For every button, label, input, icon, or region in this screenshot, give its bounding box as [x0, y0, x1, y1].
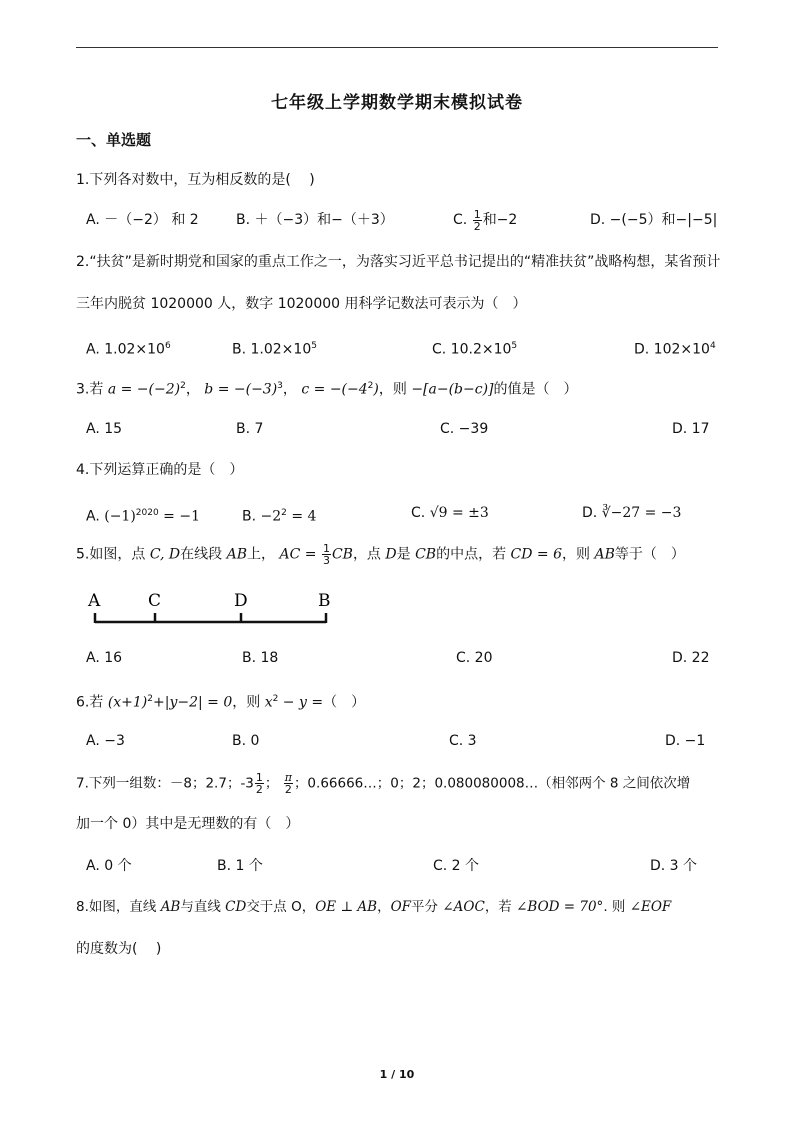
option-d[interactable]: D. 17: [672, 421, 710, 437]
option-d[interactable]: D. $102\times 10^4$: [634, 341, 716, 358]
point-d-label: D: [234, 591, 248, 611]
option-d[interactable]: D. 3 个: [650, 858, 698, 874]
question-5-options: [76, 646, 718, 670]
option-c[interactable]: C. √9 = ±3: [411, 505, 489, 521]
page-number: 1 / 10: [379, 1068, 415, 1081]
option-c[interactable]: C. 3: [449, 733, 477, 749]
option-b[interactable]: B. 18: [242, 650, 279, 666]
question-7-options: [76, 854, 718, 878]
question-6-stem: 6.若 $(x+1)^2+|y-2| = 0$，则 $x^2 - y$ =（ ）: [76, 694, 366, 711]
option-d[interactable]: D. −(−5）和−|−5|: [590, 212, 718, 228]
question-3-options: [76, 417, 718, 441]
option-a[interactable]: A. 16: [86, 650, 123, 666]
option-a[interactable]: A. 0 个: [86, 858, 132, 874]
header-rule: [76, 47, 718, 48]
question-1-stem: 1.下列各对数中，互为相反数的是( ): [76, 172, 315, 188]
question-6-options: [76, 729, 718, 753]
section-heading: 一、单选题: [76, 131, 152, 149]
option-b[interactable]: B. 1 个: [217, 858, 263, 874]
point-c-label: C: [148, 591, 162, 611]
option-b[interactable]: B. 7: [236, 421, 264, 437]
option-c[interactable]: C. $\frac{1}{2}$ 和−2: [453, 207, 518, 233]
question-5-stem: 5.如图，点 C, D在线段 AB上， AC = $\frac{1}{3}$ CB，点 D是 CB的中点，若 CD = 6，则 AB等于（ ）: [76, 542, 685, 567]
option-b[interactable]: B. $-2^2 = 4$: [242, 508, 317, 525]
question-8-stem-line1: 8.如图，直线 AB与直线 CD交于点 O，OE ⊥ AB，OF平分 ∠AOC，若 ∠BOD = 70°. 则 ∠EOF: [76, 899, 672, 915]
segment-diagram: [86, 586, 346, 632]
option-d[interactable]: D. ∛−27 = −3: [582, 505, 682, 521]
option-c[interactable]: C. 2 个: [433, 858, 480, 874]
question-2-options: [76, 334, 718, 358]
page-title: 七年级上学期数学期末模拟试卷: [271, 93, 523, 113]
option-a[interactable]: A. $(-1)^{2020} = -1$: [86, 508, 200, 525]
point-a-label: A: [88, 591, 101, 611]
question-4-stem: 4.下列运算正确的是（ ）: [76, 462, 244, 478]
option-a[interactable]: A. 15: [86, 421, 123, 437]
option-b[interactable]: B. ＋（−3）和−（＋3）: [236, 212, 394, 228]
option-d[interactable]: D. 22: [672, 650, 710, 666]
question-8-stem-line2: 的度数为( ): [76, 941, 162, 957]
question-2-stem-line1: 2.“扶贫”是新时期党和国家的重点工作之一，为落实习近平总书记提出的“精准扶贫”战略构想，某省预计: [76, 254, 721, 270]
option-d[interactable]: D. −1: [665, 733, 706, 749]
option-b[interactable]: B. $1.02\times 10^5$: [232, 341, 317, 358]
option-c[interactable]: C. −39: [440, 421, 489, 437]
option-c[interactable]: C. 20: [456, 650, 493, 666]
option-a[interactable]: A. −3: [86, 733, 125, 749]
question-7-stem-line1: 7.下列一组数：－8；2.7；-3 $\frac{1}{2}$ ； $\frac{\pi}{2}$ ；0.66666…；0；2；0.080080008…（相邻两个 8 之间依次增: [76, 771, 691, 796]
option-b[interactable]: B. 0: [232, 733, 260, 749]
option-c[interactable]: C. $10.2\times 10^5$: [432, 341, 518, 358]
question-3-stem: 3.若 $a = -(-2)^2$， $b = -(-3)^3$， $c = -(-4^2)$，则 −[a−(b−c)]的值是（ ）: [76, 381, 578, 398]
option-a[interactable]: A. $1.02\times 10^6$: [86, 341, 171, 358]
question-2-stem-line2: 三年内脱贫 1020000 人，数字 1020000 用科学记数法可表示为（ ）: [76, 296, 527, 312]
question-7-stem-line2: 加一个 0）其中是无理数的有（ ）: [76, 816, 300, 832]
point-b-label: B: [318, 591, 331, 611]
option-a[interactable]: A. －（−2） 和 2: [86, 212, 199, 228]
question-4-options: [76, 501, 718, 525]
question-1-options: [76, 208, 718, 232]
